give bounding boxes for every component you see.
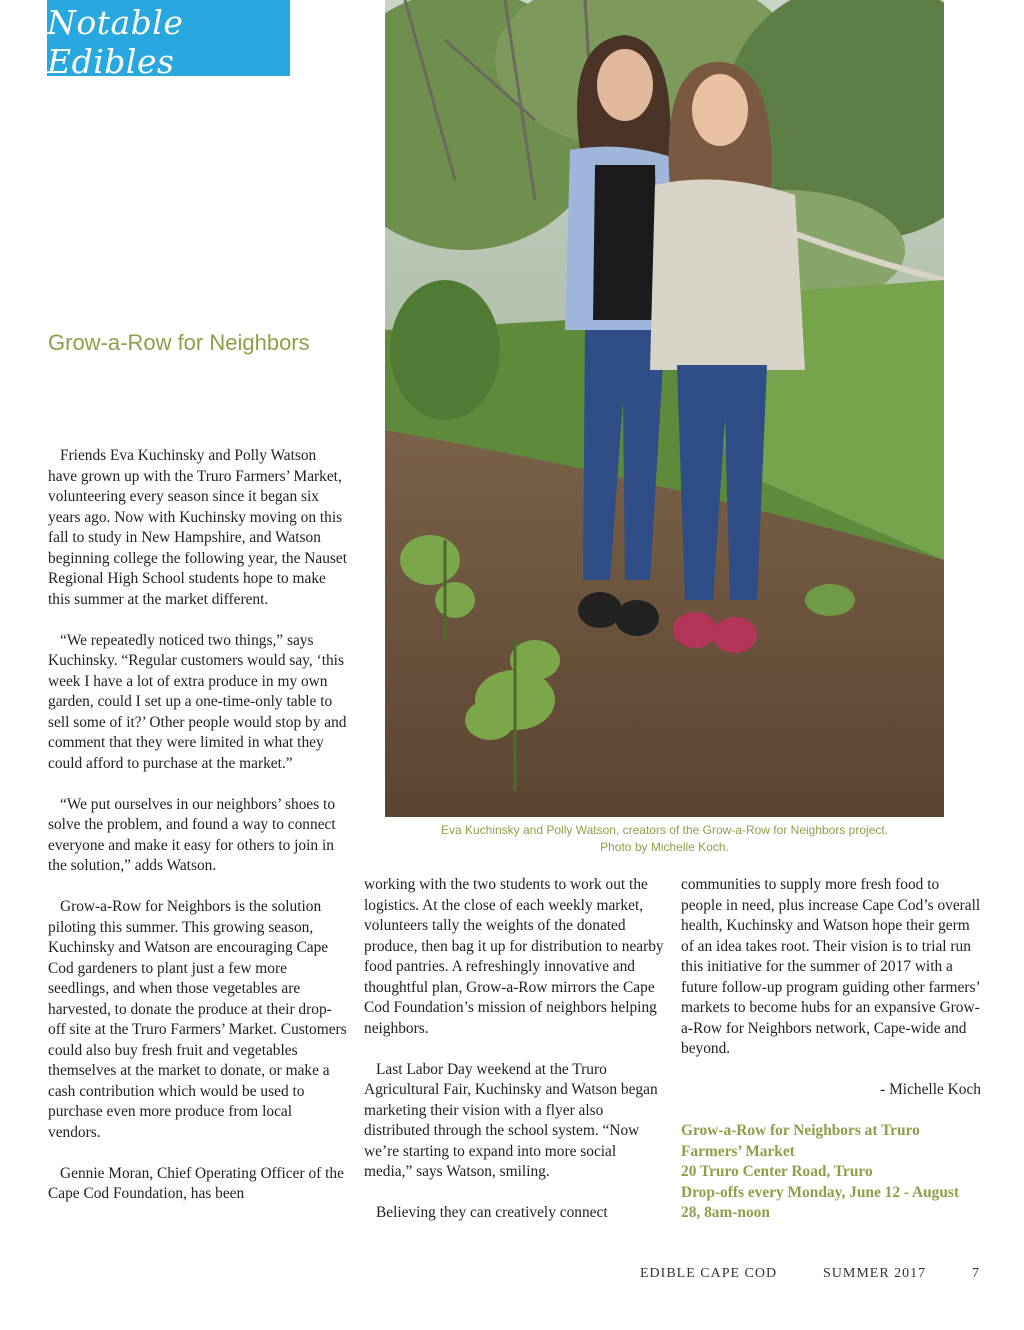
- paragraph: working with the two students to work out the logistics. At the close of each weekly market, volunteers tally the weights of the donated produce, then bag it up for distribution to nearby food pantries. A refreshingly innovative and thoughtful plan, Grow-a-Row mirrors the Cape Cod Foundation’s mission of neighbors helping neighbors.: [364, 876, 664, 1037]
- paragraph: Gennie Moran, Chief Operating Officer of the Cape Cod Foundation, has been: [48, 1164, 344, 1202]
- section-banner: [47, 0, 290, 81]
- paragraph: Grow-a-Row for Neighbors is the solution piloting this summer. This growing season, Kuchinsky and Watson are encouraging Cape Cod gardeners to plant just a few more seedlings, and when those vegetables are harvested, to donate the produce at their drop-off site at the Truro Farmers’ Market. Customers could also buy fresh fruit and vegetables themselves at the market to donate, or make a cash contribution which would be used to purchase even more produce from local vendors.: [48, 898, 347, 1141]
- info-address: 20 Truro Center Road, Truro: [681, 1163, 873, 1180]
- paragraph: Friends Eva Kuchinsky and Polly Watson have grown up with the Truro Farmers’ Market, volunteering every season since it began six years ago. Now with Kuchinsky moving on this fall to study in New Hampshire, and Watson beginning college the following year, the Nauset Regional High School students hope to make this summer at the market different.: [48, 447, 347, 608]
- article-headline: Grow-a-Row for Neighbors: [48, 330, 310, 355]
- photo-caption-line1: Eva Kuchinsky and Polly Watson, creators of the Grow-a-Row for Neighbors project.: [440, 823, 889, 837]
- photo-caption: [385, 822, 944, 856]
- article-column-1: [48, 446, 348, 1225]
- info-title: Grow-a-Row for Neighbors at Truro Farmers’ Market: [681, 1122, 920, 1160]
- page-number: 7: [972, 1266, 980, 1281]
- paragraph: “We repeatedly noticed two things,” says Kuchinsky. “Regular customers would say, ‘this week I have a lot of extra produce in my own garden, could I set up a one-time-only table to sell some of it?’ Other people would stop by and comment that they were limited in what they could afford to purchase at the market.”: [48, 631, 347, 772]
- paragraph: Last Labor Day weekend at the Truro Agricultural Fair, Kuchinsky and Watson began marketing their vision with a flyer also distributed through the school system. “Now we’re starting to expand into more social media,” says Watson, smiling.: [364, 1060, 658, 1180]
- byline: - Michelle Koch: [880, 1081, 981, 1098]
- article-column-3: [681, 875, 981, 1224]
- info-hours: Drop-offs every Monday, June 12 - August 28, 8am-noon: [681, 1183, 960, 1221]
- paragraph: communities to supply more fresh food to people in need, plus increase Cape Cod’s overall health, Kuchinsky and Watson hope their germ of an idea takes root. Their vision is to trial run this initiative for the summer of 2017 with a future follow-up program guiding other farmers’ markets to become hubs for an expansive Grow-a-Row for Neighbors network, Cape-wide and beyond.: [681, 876, 981, 1057]
- paragraph: “We put ourselves in our neighbors’ shoes to solve the problem, and found a way to connect everyone and make it easy for others to join in the solution,” adds Watson.: [48, 795, 336, 874]
- footer-publication: EDIBLE CAPE COD: [640, 1266, 778, 1281]
- article-photo: [385, 0, 944, 817]
- paragraph: Believing they can creatively connect: [376, 1204, 608, 1221]
- photo-caption-credit: Photo by Michelle Koch.: [600, 840, 729, 854]
- footer-issue: SUMMER 2017: [822, 1266, 927, 1281]
- section-banner-title: Notable Edibles: [47, 3, 184, 81]
- page-footer: [640, 1266, 980, 1282]
- photo-illustration: [385, 0, 944, 817]
- info-box: [681, 1121, 981, 1224]
- article-column-2: [364, 875, 664, 1244]
